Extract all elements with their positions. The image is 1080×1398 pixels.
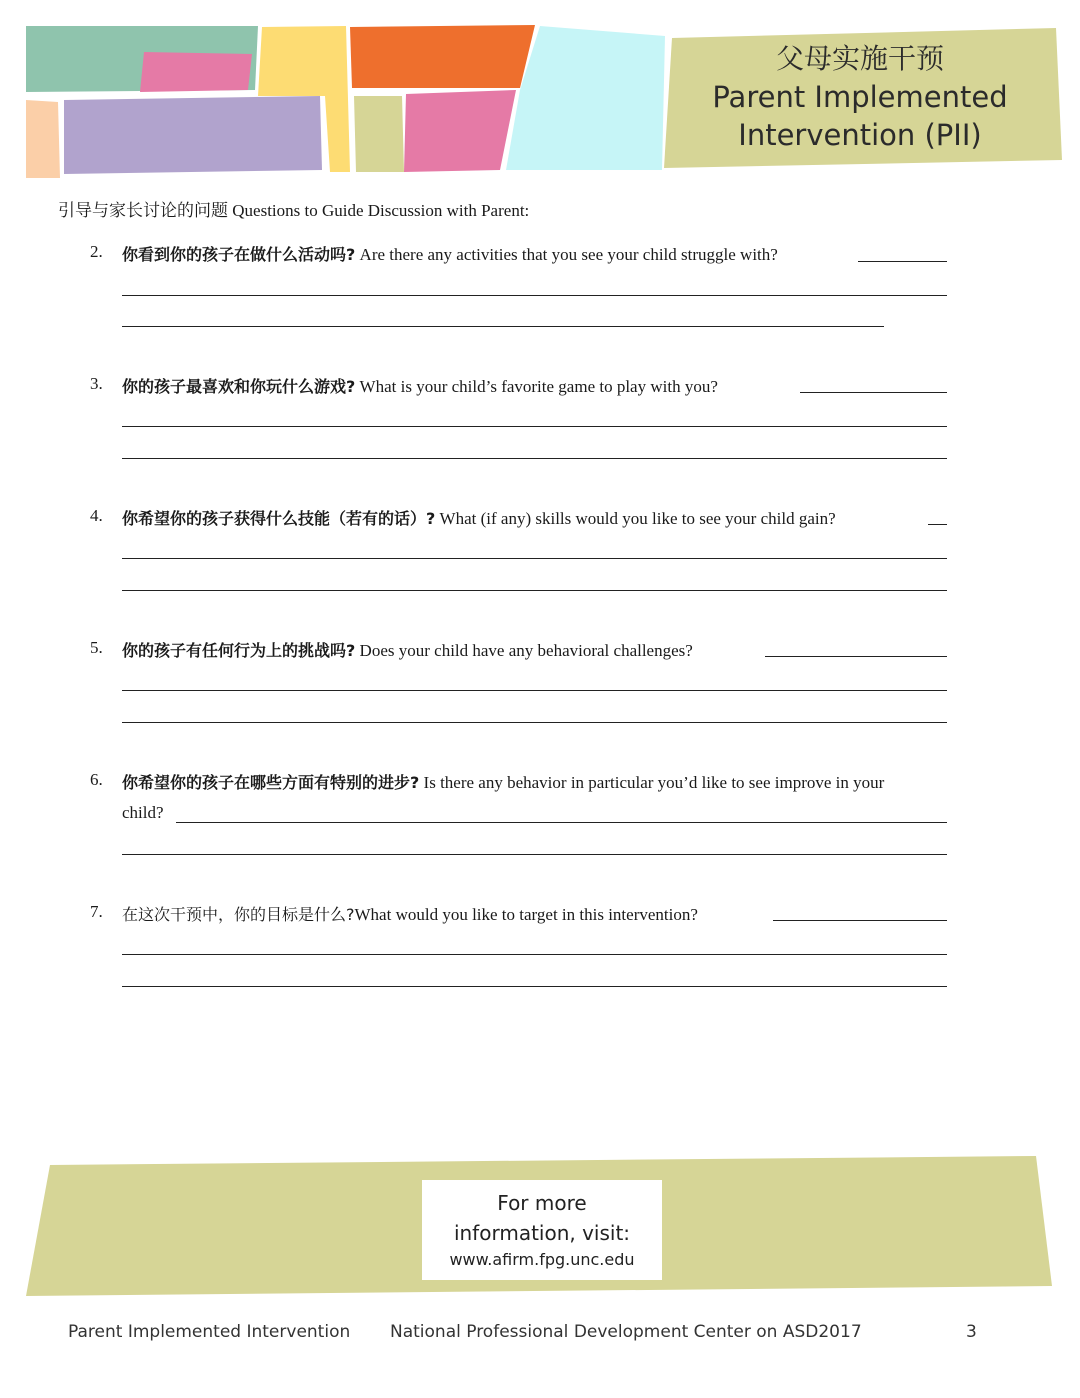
question-zh: 你希望你的孩子获得什么技能（若有的话）? xyxy=(122,509,436,528)
answer-line[interactable] xyxy=(122,558,947,559)
question-text-continued: child? xyxy=(122,803,164,822)
banner-olive-small-block xyxy=(354,96,404,172)
question-text xyxy=(122,242,778,265)
banner-pink2-block xyxy=(404,90,516,172)
question-en: Are there any activities that you see your child struggle with? xyxy=(355,245,778,264)
question-number: 3. xyxy=(90,374,103,393)
banner-pink-block xyxy=(140,52,252,92)
answer-line[interactable] xyxy=(122,854,947,855)
footer-left-text: Parent Implemented Intervention xyxy=(68,1322,351,1342)
answer-line[interactable] xyxy=(122,722,947,723)
answer-line[interactable] xyxy=(858,261,947,262)
question-zh: 你的孩子最喜欢和你玩什么游戏? xyxy=(122,377,356,396)
question-zh: 你看到你的孩子在做什么活动吗? xyxy=(122,245,356,264)
question-en: Is there any behavior in particular you’d like to see improve in your xyxy=(419,773,885,792)
page-number: 3 xyxy=(966,1322,977,1342)
question-zh: 你希望你的孩子在哪些方面有特别的进步? xyxy=(122,773,420,792)
question-en: What is your child’s favorite game to play with you? xyxy=(355,377,718,396)
footer-center-text: National Professional Development Center on ASD2017 xyxy=(390,1322,862,1342)
answer-line[interactable] xyxy=(122,295,947,296)
intro-heading: 引导与家长讨论的问题 Questions to Guide Discussion with Parent: xyxy=(58,201,530,220)
title-english-line2: Intervention (PII) xyxy=(738,118,982,152)
banner-peach-block xyxy=(26,100,60,178)
question-number: 7. xyxy=(90,902,103,921)
answer-line[interactable] xyxy=(122,690,947,691)
answer-line[interactable] xyxy=(122,426,947,427)
question-zh: 在这次干预中，你的目标是什么? xyxy=(122,905,355,924)
question-number: 5. xyxy=(90,638,103,657)
question-en: What (if any) skills would you like to see your child gain? xyxy=(435,509,836,528)
answer-line[interactable] xyxy=(773,920,947,921)
question-number: 6. xyxy=(90,770,103,789)
question-zh: 你的孩子有任何行为上的挑战吗? xyxy=(122,641,356,660)
header-title xyxy=(690,40,1030,154)
question-text xyxy=(122,506,836,529)
info-line1: For more xyxy=(497,1191,587,1215)
answer-line[interactable] xyxy=(122,458,947,459)
question-number: 4. xyxy=(90,506,103,525)
question-text xyxy=(122,638,693,661)
banner-orange-block xyxy=(350,25,535,88)
title-english-line1: Parent Implemented xyxy=(712,80,1008,114)
answer-line[interactable] xyxy=(928,524,947,525)
answer-line[interactable] xyxy=(765,656,947,657)
question-text xyxy=(122,770,884,793)
answer-line[interactable] xyxy=(176,822,947,823)
question-text xyxy=(122,902,698,925)
info-url-link[interactable]: www.afirm.fpg.unc.edu xyxy=(449,1250,635,1269)
answer-line[interactable] xyxy=(800,392,947,393)
banner-purple-block xyxy=(64,96,322,174)
info-box xyxy=(422,1180,662,1280)
info-line2: information, visit: xyxy=(453,1221,631,1245)
question-en: What would you like to target in this intervention? xyxy=(354,905,698,924)
answer-line[interactable] xyxy=(122,326,884,327)
question-en: Does your child have any behavioral challenges? xyxy=(355,641,693,660)
answer-line[interactable] xyxy=(122,954,947,955)
answer-line[interactable] xyxy=(122,590,947,591)
answer-line[interactable] xyxy=(122,986,947,987)
question-number: 2. xyxy=(90,242,103,261)
banner-cyan-block xyxy=(506,26,665,170)
title-chinese: 父母实施干预 xyxy=(775,42,944,75)
question-text xyxy=(122,374,718,397)
